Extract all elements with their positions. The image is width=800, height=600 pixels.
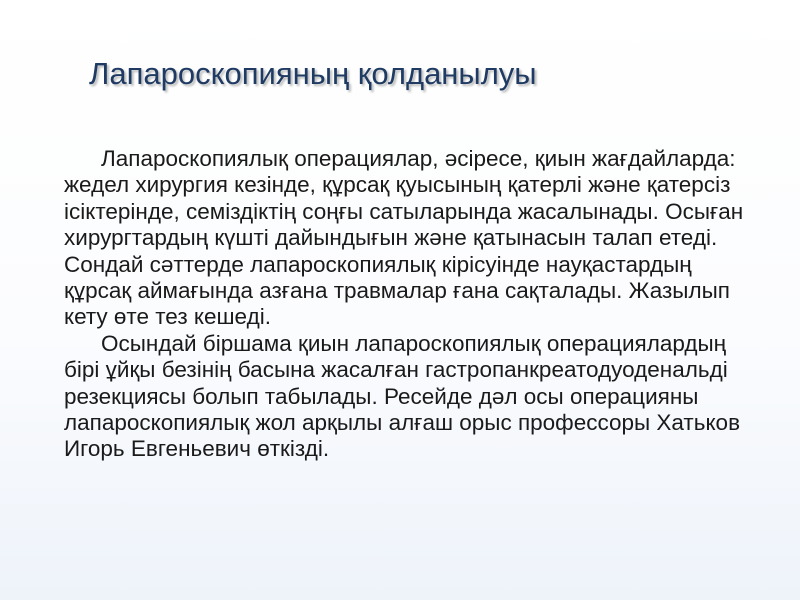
slide-body <box>64 146 754 463</box>
paragraph-1: Лапароскопиялық операциялар, әсіресе, қиын жағдайларда: жедел хирургия кезінде, құрсақ қуысының қатерлі және қатерсіз ісіктерінде, семіздіктің соңғы сатыларында жасалынады. Осыған хирургтардың күшті дайындығын және қатынасын талап етеді. Сондай сәттерде лапароскопиялық кірісуінде науқастардың құрсақ аймағында азғана травмалар ғана сақталады. Жазылып кету өте тез кешеді. <box>64 146 744 330</box>
paragraph-2: Осындай біршама қиын лапароскопиялық операциялардың бірі ұйқы безінің басына жасалған гастропанкреатодуоденальді резекциясы болып табылады. Ресейде дәл осы операцияны лапароскопиялық жол арқылы алғаш орыс профессоры Хатьков Игорь Евгеньевич өткізді. <box>64 330 741 462</box>
slide-title: Лапароскопияның қолданылуы <box>89 56 537 91</box>
